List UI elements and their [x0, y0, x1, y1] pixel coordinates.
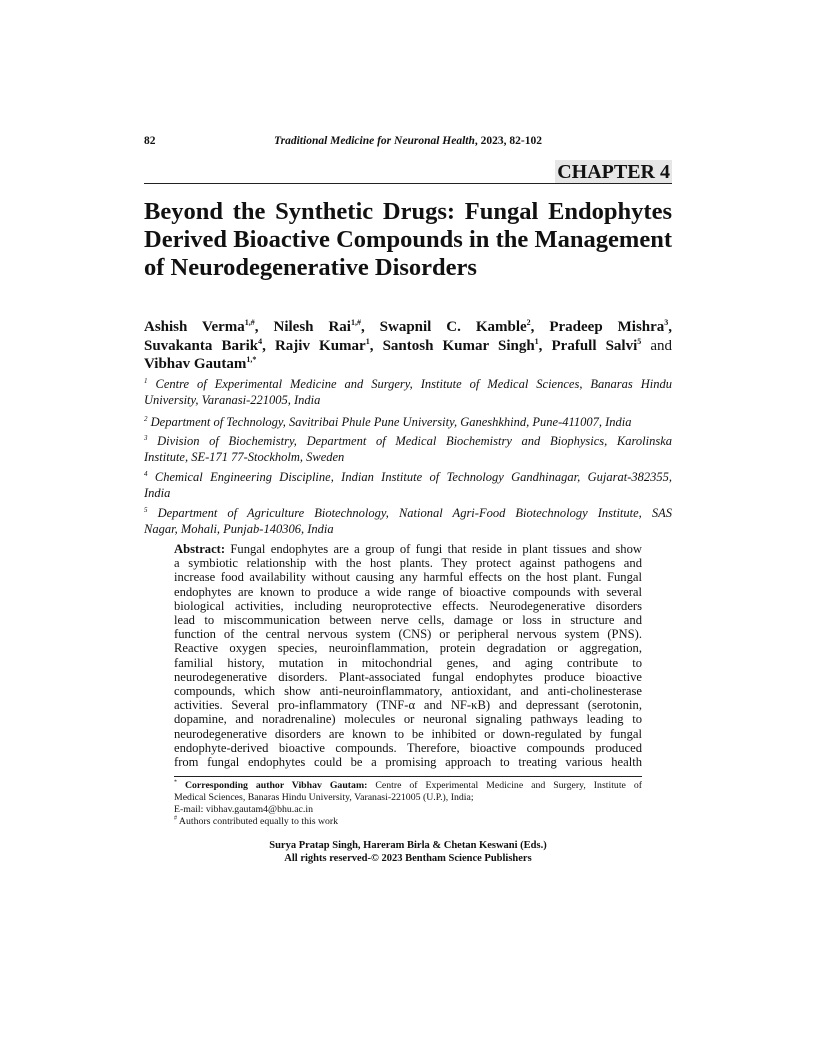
- affiliation-2: [144, 414, 672, 430]
- affiliation-line: [144, 433, 672, 449]
- copyright-line: All rights reserved-© 2023 Bentham Science Publishers: [284, 852, 532, 864]
- author-name: Ashish Verma: [144, 319, 245, 335]
- affiliation-text: Centre of Experimental Medicine and Surgery, Institute of Medical Sciences, Banaras Hindu: [155, 377, 673, 391]
- footnote-text: Authors contributed equally to this work: [177, 816, 339, 827]
- affiliation-text: Division of Biochemistry, Department of Medical Biochemistry and Biophysics, Karolinska: [157, 434, 672, 448]
- journal-name: Traditional Medicine for Neuronal Health: [274, 135, 475, 147]
- chapter-label: CHAPTER 4: [557, 161, 670, 183]
- author-name: Santosh Kumar Singh: [382, 337, 535, 354]
- affiliation-text: Department of Agriculture Biotechnology, National Agri-Food Biotechnology Institute, SAS: [157, 506, 673, 520]
- journal-volume: , 2023, 82-102: [474, 135, 542, 147]
- affiliation-number: 2: [144, 414, 148, 423]
- affiliation-3: [144, 433, 672, 465]
- author-affil: 1,*: [246, 355, 257, 364]
- abstract-line: familial history, mutation in mitochondrial genes, and aging contribute to: [174, 655, 642, 670]
- footnote-text: Centre of Experimental Medicine and Surgery, Institute of: [367, 780, 642, 791]
- author-affil: 4: [258, 336, 263, 346]
- abstract-line: [174, 542, 642, 556]
- abstract-line: neurodegenerative disorders are known to be inhibited or down-regulated by fungal: [174, 726, 642, 741]
- journal-citation: [204, 134, 612, 148]
- footnotes: [174, 780, 642, 828]
- abstract-line: neurodegenerative disorders. Plant-associated fungal endophytes produce bioactive: [174, 669, 642, 684]
- footnote-rule: [174, 776, 642, 777]
- author-affil: 1,#: [244, 318, 255, 327]
- author-affil: 1: [534, 336, 539, 346]
- author-name: Pradeep Mishra: [549, 319, 665, 335]
- abstract-line: dopamine, and noradrenaline) molecules or neuronal signaling pathways leading to: [174, 712, 642, 727]
- author-affil: 3: [664, 318, 669, 327]
- affiliation-4: [144, 469, 672, 501]
- author-affil: 5: [637, 336, 642, 346]
- abstract-line: from fungal endophytes could be a promising approach to treating various health: [174, 755, 642, 770]
- abstract-line: activities. Several pro-inflammatory (TNF-α and NF-κB) and depressant (serotonin,: [174, 698, 642, 713]
- affiliation-text: Chemical Engineering Discipline, Indian Institute of Technology Gandhinagar, Gujarat-382355,: [154, 470, 672, 484]
- abstract-line: Reactive oxygen species, neuroinflammation, protein degradation or aggregation,: [174, 641, 642, 656]
- affiliation-line: [144, 376, 672, 392]
- author-affil: 1,#: [350, 318, 361, 327]
- author-affil: 2: [526, 318, 531, 327]
- author-affil: 1: [365, 336, 370, 346]
- title-line: Derived Bioactive Compounds in the Management: [144, 226, 672, 253]
- abstract-line: increase food availability without causing any harmful effects on the host plant. Fungal: [174, 570, 642, 585]
- abstract: [174, 542, 642, 769]
- footnote-line: Medical Sciences, Banaras Hindu University, Varanasi-221005 (U.P.), India;: [174, 792, 474, 803]
- footnote-line: [174, 816, 642, 828]
- affiliation-1: [144, 376, 672, 408]
- abstract-line: compounds, which show anti-neuroinflammatory, antioxidant, and anti-cholinesterase: [174, 684, 642, 699]
- affiliation-5: [144, 505, 672, 537]
- corresponding-author-label: Corresponding author Vibhav Gautam:: [184, 780, 368, 791]
- author-conjunction: and: [650, 337, 673, 354]
- abstract-line: endophyte-derived bioactive compounds. Therefore, bioactive compounds produced: [174, 740, 642, 755]
- affiliation-line: Institute, SE-171 77-Stockholm, Sweden: [144, 450, 345, 464]
- title-line: of Neurodegenerative Disorders: [144, 254, 477, 281]
- author-line: [144, 355, 672, 374]
- header-rule: [144, 183, 672, 184]
- page-number: 82: [144, 135, 156, 147]
- affiliation-text: Department of Technology, Savitribai Phule Pune University, Ganeshkhind, Pune-411007, India: [150, 415, 632, 429]
- affiliation-number: 5: [144, 505, 148, 514]
- abstract-line: biological activities, including neuroprotective effects. Neurodegenerative disorders: [174, 598, 642, 613]
- author-name: Suvakanta Barik: [144, 337, 259, 354]
- footnote-line: [174, 780, 642, 792]
- abstract-line: a symbiotic relationship with the host plants. They protect against pathogens and: [174, 556, 642, 571]
- footnote-mark: *: [174, 779, 177, 786]
- author-name: Rajiv Kumar: [274, 337, 366, 354]
- abstract-line: lead to miscommunication between nerve cells, damage or loss in structure and: [174, 613, 642, 628]
- abstract-label: Abstract:: [174, 542, 226, 556]
- affiliation-line: [144, 469, 672, 485]
- running-header: [144, 134, 672, 148]
- affiliation-line: [144, 505, 672, 521]
- publisher-info: [144, 840, 672, 865]
- affiliation-number: 4: [144, 469, 148, 478]
- editors-line: Surya Pratap Singh, Hareram Birla & Chetan Keswani (Eds.): [269, 840, 547, 851]
- author-name: Vibhav Gautam: [144, 356, 247, 372]
- affiliation-number: 3: [144, 433, 148, 442]
- affiliation-line: Nagar, Mohali, Punjab-140306, India: [144, 522, 334, 536]
- chapter-title: [144, 198, 672, 282]
- abstract-line: function of the central nervous system (CNS) or peripheral nervous system (PNS).: [174, 627, 642, 642]
- footnote-mark: #: [174, 815, 177, 822]
- author-name: Nilesh Rai: [273, 319, 351, 335]
- author-line: Suvakanta Barik$^4$, Rajiv Kumar$^1$, Santosh Kumar Singh$^1$, Prafull Salvi$^5$ and: [144, 336, 673, 354]
- affiliation-number: 1: [144, 376, 148, 385]
- affiliation-line: India: [144, 486, 171, 500]
- affiliation-line: [144, 414, 672, 430]
- author-name: Swapnil C. Kamble: [379, 319, 527, 335]
- title-line: Beyond the Synthetic Drugs: Fungal Endophytes: [144, 198, 672, 225]
- author-list: [144, 318, 672, 374]
- abstract-text: Fungal endophytes are a group of fungi that reside in plant tissues and show: [225, 542, 642, 556]
- affiliation-line: University, Varanasi-221005, India: [144, 393, 321, 407]
- author-name: Prafull Salvi: [551, 337, 638, 354]
- author-line: Ashish Verma$^{1,\#}$, Nilesh Rai$^{1,\#}$, Swapnil C. Kamble$^2$, Pradeep Mishra$^3$,: [144, 318, 673, 335]
- email-line: E-mail: vibhav.gautam4@bhu.ac.in: [174, 804, 313, 815]
- abstract-line: endophytes are known to produce a wide range of bioactive compounds with several: [174, 584, 642, 599]
